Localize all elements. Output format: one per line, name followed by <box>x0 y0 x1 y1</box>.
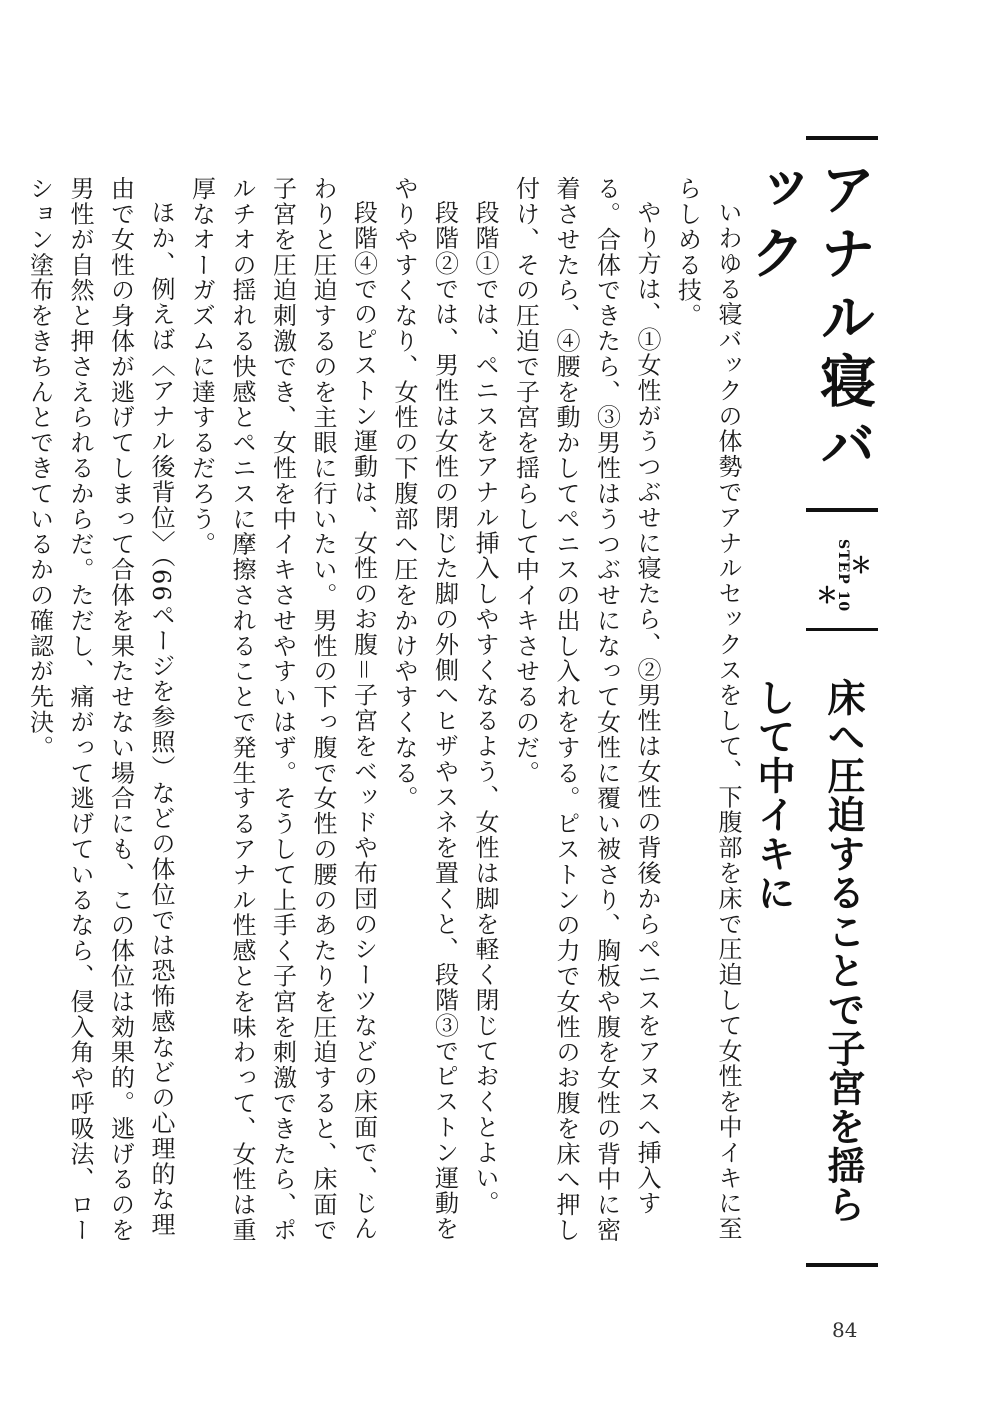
paragraph: ほか、例えば〈アナル後背位〉（66ページを参照）などの体位では恐怖感などの心理的な理由で女性の身体が逃げてしまって合体を果たせない場合にも、この体位は効果的。逃げるのを男性が自然と押さえられるからだ。ただし、痛がって逃げているなら、侵入角や呼吸法、ローション塗布をきちんとできているかの確認が先決。 <box>25 176 175 1243</box>
paragraph: やり方は、①女性がうつぶせに寝たら、②男性は女性の背後からペニスをアヌスへ挿入する。合体できたら、③男性はうつぶせになって女性に覆い被さり、胸板や腹を女性の背中に密着させたら、④腰を動かしてペニスの出し入れをする。ピストンの力で女性のお腹を床へ押し付け、その圧迫で子宮を揺らして中イキさせるのだ。 <box>511 176 661 1243</box>
page-title: アナル寝バック <box>741 160 876 480</box>
title-bottom-rule <box>806 508 878 512</box>
title-top-rule <box>806 136 878 140</box>
page-number: 84 <box>832 1318 858 1342</box>
subtitle: 床へ圧迫することで子宮を揺らして中イキに <box>751 678 866 1224</box>
step-label: STEP 10 <box>835 539 851 613</box>
paragraph: 段階④でのピストン運動は、女性のお腹＝子宮をベッドや布団のシーツなどの床面で、じんわりと圧迫するのを主眼に行いたい。男性の下っ腹で女性の腰のあたりを圧迫すると、床面で子宮を圧迫刺激でき、女性を中イキさせやすいはず。そうして上手く子宮を刺激できたら、ポルチオの揺れる快感とペニスに摩擦されることで発生するアナル性感とを味わって、女性は重厚なオーガズムに達するだろう。 <box>187 176 378 1243</box>
subtitle-top-rule <box>806 628 878 631</box>
paragraph: 段階①では、ペニスをアナル挿入しやすくなるよう、女性は脚を軽く閉じておくとよい。 <box>471 200 499 1216</box>
step-star-bottom-icon: ＊ <box>816 584 839 609</box>
body-text <box>25 176 748 1251</box>
subtitle-bottom-rule <box>806 1263 878 1267</box>
step-star-top-icon: ＊ <box>850 554 873 579</box>
paragraph: 段階②では、男性は女性の閉じた脚の外側へヒザやスネを置くと、段階③でピストン運動をやりやすくなり、女性の下腹部へ圧をかけやすくなる。 <box>390 176 459 1242</box>
step-badge <box>808 535 878 617</box>
paragraph: いわゆる寝バックの体勢でアナルセックスをして、下腹部を床で圧迫して女性を中イキに至らしめる技。 <box>673 176 742 1242</box>
